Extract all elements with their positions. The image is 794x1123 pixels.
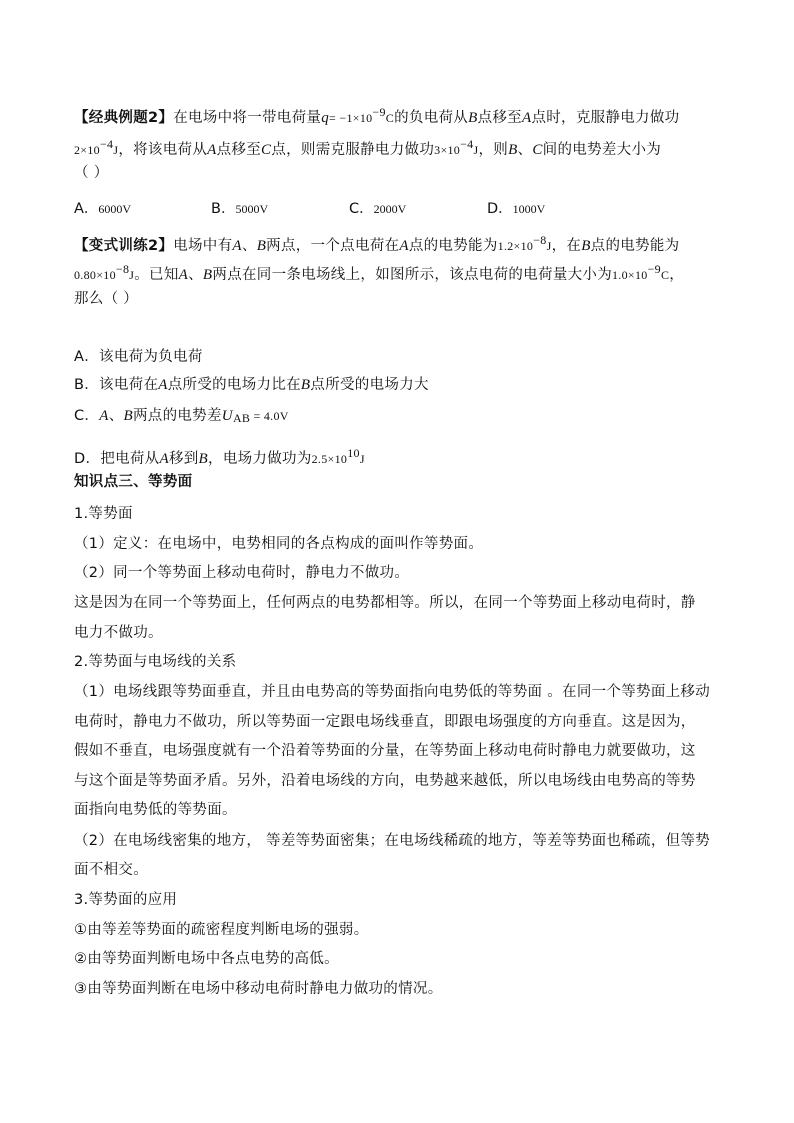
example2-paren: （ ） [74, 165, 109, 181]
text: 两点，一个点电荷在 [266, 238, 400, 254]
subheading-3: 3.等势面的应用 [74, 892, 178, 908]
work2-value: 3×10 [434, 143, 461, 157]
point-a: A [232, 238, 242, 254]
option-value: 5000V [235, 202, 269, 216]
work1-unit: J [113, 143, 119, 157]
text: 点移至 [477, 110, 522, 126]
text: C． [74, 408, 100, 424]
point-a: A [99, 408, 109, 424]
text: D．把电荷从 [74, 451, 160, 467]
text: 移到 [168, 451, 199, 467]
paragraph: 这是因为在同一个等势面上，任何两点的电势都相等。所以，在同一个等势面上移动电荷时，静 [74, 595, 696, 611]
work2-exponent: −4 [460, 137, 474, 151]
work-exponent: 10 [347, 446, 360, 460]
text: 点的电势能为 [408, 238, 498, 254]
text: 、 [188, 267, 203, 283]
point-a: A [178, 267, 189, 283]
variant2-line3: 那么（ ） [74, 291, 139, 307]
text: B．该电荷在 [74, 377, 159, 393]
point-a: A [158, 377, 168, 393]
charge-unit: C [385, 111, 395, 125]
energy1-exponent: −8 [533, 233, 547, 247]
potential-difference-value: = 4.0V [250, 409, 289, 423]
text: 点的电势能为 [590, 238, 680, 254]
example2-option-a [74, 197, 131, 218]
paragraph: 电荷时，静电力不做功，所以等势面一定跟电场线垂直，即跟电场强度的方向垂直。这是因为， [74, 714, 696, 730]
text: 点所受的电场力大 [310, 377, 429, 393]
option-value: 2000V [373, 202, 407, 216]
text: ，在 [551, 238, 582, 254]
energy2-unit: J [129, 268, 135, 282]
work1-exponent: −4 [99, 137, 114, 151]
point-a: A [159, 451, 169, 467]
potential-difference-subscript: AB [232, 411, 251, 425]
text: ，电场力做功为 [208, 451, 312, 467]
option-label: B． [211, 201, 236, 217]
point-b: B [508, 142, 518, 158]
option-label: C． [349, 201, 374, 217]
charge-value: 1.0×10 [612, 268, 648, 282]
point-a: A [207, 142, 217, 158]
work-value: 2.5×10 [311, 452, 348, 466]
text: 、 [517, 142, 533, 158]
text: 两点的电势差 [132, 408, 222, 424]
text: 点移至 [216, 142, 262, 158]
paragraph: （1）电场线跟等势面垂直，并且由电势高的等势面指向电势低的等势面 。在同一个等势面上移动 [74, 684, 711, 700]
work-unit: J [359, 452, 365, 466]
point-b: B [202, 267, 213, 283]
paragraph: （2）在电场线密集的地方， 等差等势面密集；在电场线稀疏的地方，等差等势面也稀疏，但等势 [74, 833, 711, 849]
example2-line1 [74, 102, 724, 128]
example2-option-c [349, 197, 406, 218]
point-a: A [399, 238, 409, 254]
example2-option-d [487, 197, 545, 218]
variant2-tag: 【变式训练2】 [74, 238, 174, 254]
point-b: B [123, 408, 133, 424]
subheading-2: 2.等势面与电场线的关系 [74, 654, 237, 670]
list-item: ③由等势面判断在电场中移动电荷时静电力做功的情况。 [74, 981, 443, 997]
text: 、 [108, 408, 124, 424]
text: 点所受的电场力比在 [167, 377, 301, 393]
example2-tag: 【经典例题2】 [74, 110, 174, 126]
work1-value: 2×10 [74, 143, 100, 157]
paragraph: 假如不垂直，电场强度就有一个沿着等势面的分量，在等势面上移动电荷时静电力就要做功，这 [74, 743, 696, 759]
list-item: ②由等势面判断电场中各点电势的高低。 [74, 951, 339, 967]
variant2-option-a: A．该电荷为负电荷 [74, 349, 203, 365]
energy1-value: 1.2×10 [497, 239, 534, 253]
charge-value: = −1×10 [329, 111, 373, 125]
point-b: B [256, 238, 267, 254]
text: ，将该电荷从 [118, 142, 208, 158]
text: 、 [241, 238, 257, 254]
option-label: D． [487, 201, 513, 217]
paragraph: （2）同一个等势面上移动电荷时，静电力不做功。 [74, 565, 410, 581]
energy2-value: 0.80×10 [74, 268, 116, 282]
paragraph: 面指向电势低的等势面。 [74, 802, 237, 818]
charge-unit: C [660, 268, 670, 282]
charge-exponent: −9 [372, 105, 386, 119]
variant2-line2 [74, 259, 724, 285]
text: 间的电势差大小为 [542, 142, 662, 158]
text: ，则 [478, 142, 509, 158]
paragraph: 面不相交。 [74, 862, 148, 878]
work2-unit: J [473, 143, 479, 157]
energy2-exponent: −8 [115, 262, 130, 276]
text: 电场中有 [173, 238, 233, 254]
point-c: C [532, 142, 543, 158]
point-a: A [521, 110, 532, 126]
list-item: ①由等差等势面的疏密程度判断电场的强弱。 [74, 922, 369, 938]
paragraph: 电力不做功。 [74, 625, 163, 641]
section-title: 知识点三、等势面 [74, 474, 193, 490]
subheading-1: 1.等势面 [74, 506, 133, 522]
option-value: 6000V [98, 202, 132, 216]
example2-option-b [211, 197, 268, 218]
charge-symbol: q [321, 110, 330, 126]
variant2-option-b [74, 375, 724, 395]
point-b: B [300, 377, 311, 393]
charge-exponent: −9 [647, 262, 661, 276]
variant2-option-c [74, 406, 724, 428]
energy1-unit: J [546, 239, 552, 253]
text: 两点在同一条电场线上，如图所示，该点电荷的电荷量大小为 [212, 267, 612, 283]
text: 点时，克服静电力做功 [531, 110, 680, 126]
paragraph: （1）定义：在电场中，电势相同的各点构成的面叫作等势面。 [74, 536, 484, 552]
point-b: B [198, 451, 209, 467]
example2-line2 [74, 134, 724, 160]
variant2-option-d [74, 443, 724, 469]
potential-difference-symbol: U [221, 408, 233, 424]
point-c: C [261, 142, 272, 158]
text: 在电场中将一带电荷量 [173, 110, 322, 126]
text: 点，则需克服静电力做功 [271, 142, 435, 158]
point-b: B [468, 110, 478, 126]
option-value: 1000V [512, 202, 546, 216]
point-b: B [581, 238, 591, 254]
text: 的负电荷从 [394, 110, 469, 126]
paragraph: 与这个面是等势面矛盾。另外，沿着电场线的方向，电势越来越低，所以电场线由电势高的等势 [74, 773, 696, 789]
text: ， [669, 267, 685, 283]
variant2-line1 [74, 230, 724, 256]
text: 。已知 [134, 267, 179, 283]
option-label: A． [74, 201, 99, 217]
